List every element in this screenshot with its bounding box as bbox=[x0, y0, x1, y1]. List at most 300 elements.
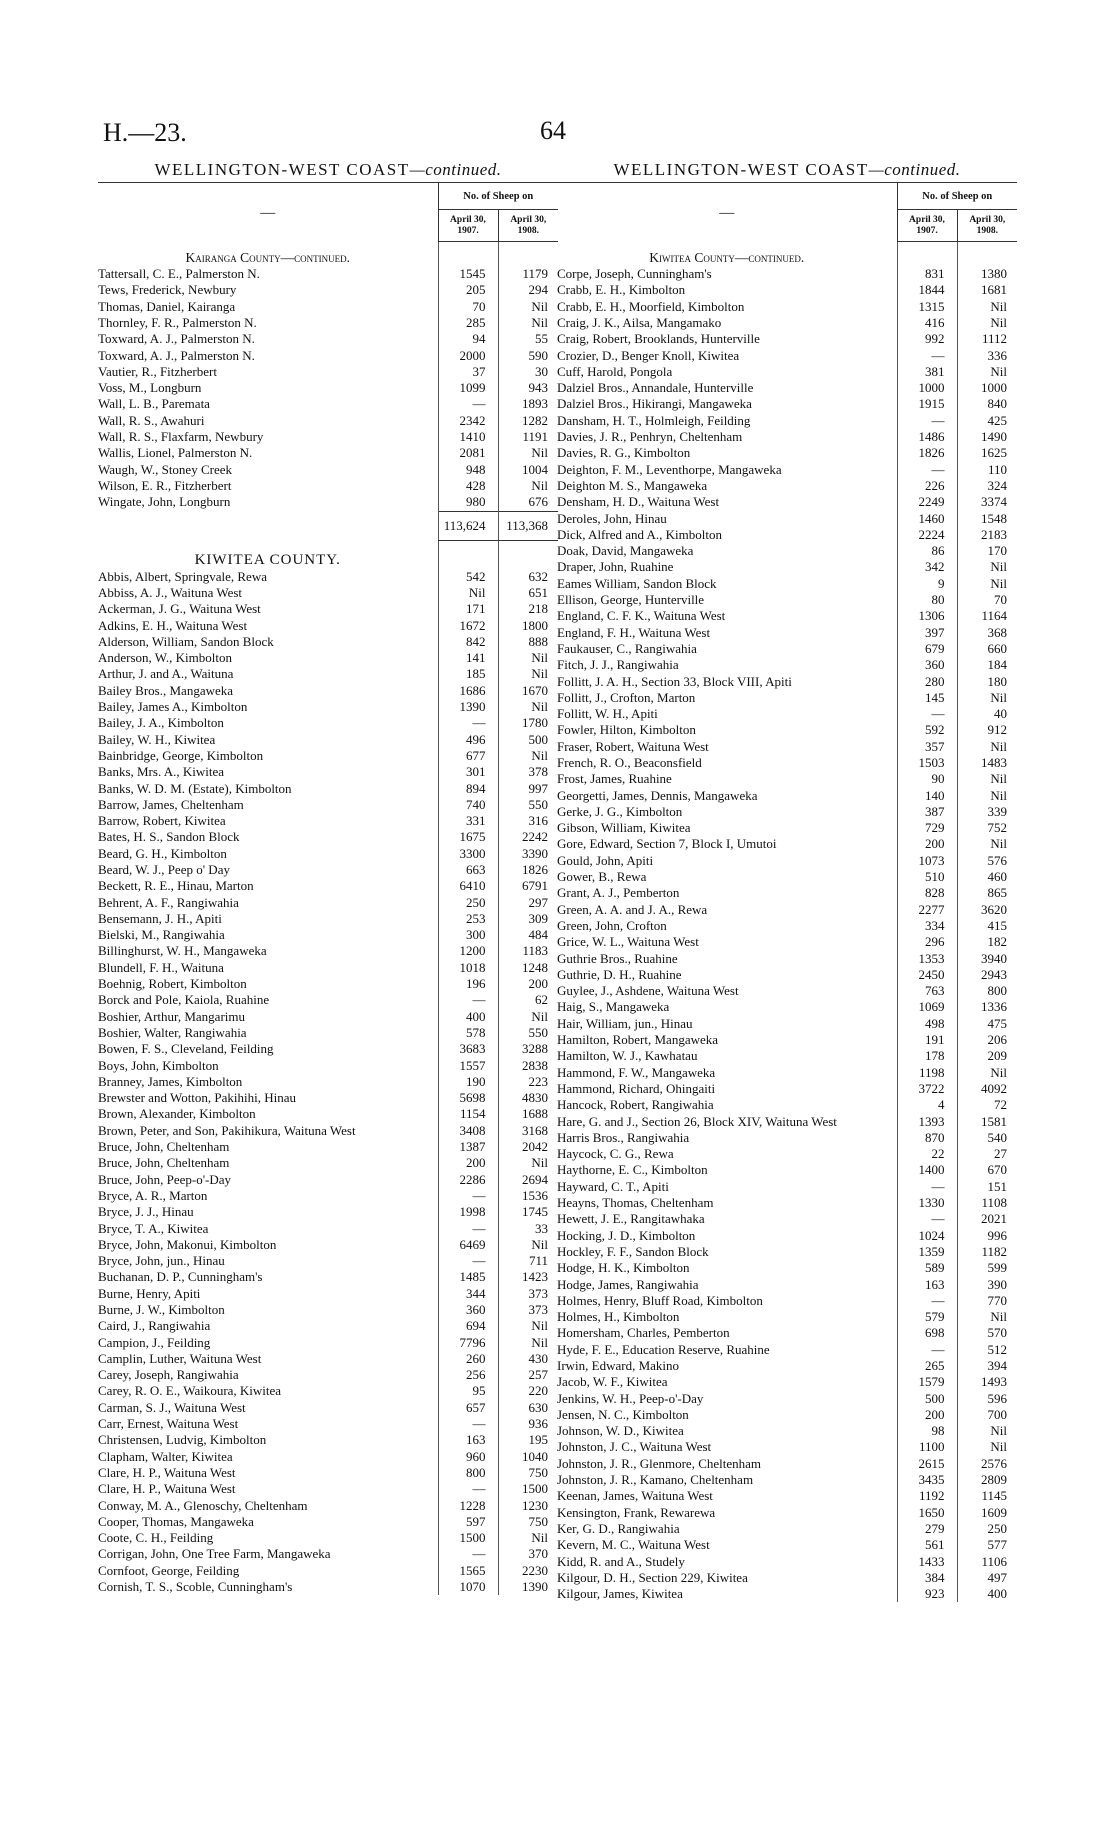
section-heading: Kairanga County—continued. bbox=[185, 249, 350, 265]
sheep-1907: 185 bbox=[438, 666, 498, 682]
owner-name bbox=[557, 494, 897, 510]
sheep-1908: 2021 bbox=[957, 1211, 1017, 1227]
table-row bbox=[557, 918, 1017, 934]
sheep-1907: 145 bbox=[897, 690, 957, 706]
sheep-1908: 70 bbox=[957, 592, 1017, 608]
owner-name-text: Clapham, Walter, Kiwitea bbox=[98, 1448, 233, 1464]
sheep-1907: — bbox=[897, 1179, 957, 1195]
table-row bbox=[557, 706, 1017, 722]
table-row bbox=[98, 634, 558, 650]
owner-name bbox=[98, 1481, 438, 1497]
sheep-1907: 740 bbox=[438, 797, 498, 813]
table-row bbox=[98, 1221, 558, 1237]
owner-name bbox=[557, 527, 897, 543]
sheep-1907: 1387 bbox=[438, 1139, 498, 1155]
sheep-1908: 1581 bbox=[957, 1114, 1017, 1130]
table-row bbox=[98, 1269, 558, 1285]
sheep-1908: 660 bbox=[957, 641, 1017, 657]
table-row bbox=[98, 1449, 558, 1465]
table-row bbox=[98, 1188, 558, 1204]
sheep-1907: 3683 bbox=[438, 1041, 498, 1057]
sheep-1907: 831 bbox=[897, 266, 957, 282]
table-row bbox=[98, 413, 558, 429]
owner-name bbox=[557, 951, 897, 967]
sheep-1908: 1745 bbox=[498, 1204, 558, 1220]
table-row bbox=[98, 683, 558, 699]
sheep-1908: 110 bbox=[957, 462, 1017, 478]
sheep-1908: 2943 bbox=[957, 967, 1017, 983]
owner-name bbox=[98, 1253, 438, 1269]
owner-name bbox=[98, 413, 438, 429]
sheep-1907: 657 bbox=[438, 1400, 498, 1416]
empty-cell bbox=[498, 242, 558, 266]
sheep-1907: 1460 bbox=[897, 511, 957, 527]
owner-name bbox=[557, 282, 897, 298]
sheep-1908: 373 bbox=[498, 1286, 558, 1302]
sheep-1907: 300 bbox=[438, 927, 498, 943]
table-row bbox=[557, 1488, 1017, 1504]
owner-name bbox=[557, 429, 897, 445]
sheep-1907: 1192 bbox=[897, 1488, 957, 1504]
table-row bbox=[557, 1195, 1017, 1211]
owner-name bbox=[98, 1579, 438, 1595]
section-heading-row bbox=[98, 540, 558, 568]
sheep-1908: 40 bbox=[957, 706, 1017, 722]
owner-name-text: Deighton, F. M., Leventhorpe, Mangaweka bbox=[557, 461, 782, 477]
owner-name-text: Crozier, D., Benger Knoll, Kiwitea bbox=[557, 347, 740, 363]
year-1908-header: April 30, 1908. bbox=[498, 210, 558, 242]
owner-name-text: Corpe, Joseph, Cunningham's bbox=[557, 266, 712, 282]
sheep-1908: 368 bbox=[957, 625, 1017, 641]
owner-name bbox=[557, 869, 897, 885]
table-row bbox=[98, 299, 558, 315]
owner-name-text: Crabb, E. H., Kimbolton bbox=[557, 282, 686, 298]
empty-cell bbox=[897, 242, 957, 266]
owner-name bbox=[98, 585, 438, 601]
table-row bbox=[98, 1432, 558, 1448]
owner-name bbox=[557, 266, 897, 282]
table-row bbox=[557, 608, 1017, 624]
owner-name-text: Grant, A. J., Pemberton bbox=[557, 885, 680, 901]
sheep-1908: 2183 bbox=[957, 527, 1017, 543]
owner-name-text: Toxward, A. J., Palmerston N. bbox=[98, 347, 255, 363]
table-row bbox=[98, 569, 558, 585]
sheep-1907: 1485 bbox=[438, 1269, 498, 1285]
sheep-1908: 632 bbox=[498, 569, 558, 585]
owner-name bbox=[98, 315, 438, 331]
owner-name-text: Camplin, Luther, Waituna West bbox=[98, 1350, 262, 1366]
owner-name bbox=[98, 1465, 438, 1481]
owner-name bbox=[557, 853, 897, 869]
sheep-1908: Nil bbox=[498, 1237, 558, 1253]
sheep-1908: 1500 bbox=[498, 1481, 558, 1497]
sheep-1908: 316 bbox=[498, 813, 558, 829]
sheep-1908: 324 bbox=[957, 478, 1017, 494]
owner-name bbox=[557, 641, 897, 657]
owner-name bbox=[557, 1195, 897, 1211]
owner-name-text: Bailey, J. A., Kimbolton bbox=[98, 715, 224, 731]
owner-name bbox=[557, 706, 897, 722]
sheep-1907: 6410 bbox=[438, 878, 498, 894]
sheep-1908: 378 bbox=[498, 764, 558, 780]
table-row bbox=[557, 315, 1017, 331]
owner-name-text: Adkins, E. H., Waituna West bbox=[98, 617, 248, 633]
sheep-1908: 570 bbox=[957, 1325, 1017, 1341]
owner-name bbox=[98, 478, 438, 494]
sheep-1907: 992 bbox=[897, 331, 957, 347]
owner-name-text: Wall, R. S., Awahuri bbox=[98, 412, 205, 428]
owner-name bbox=[98, 1058, 438, 1074]
sheep-1908: 484 bbox=[498, 927, 558, 943]
owner-name bbox=[557, 331, 897, 347]
sheep-1908: 4092 bbox=[957, 1081, 1017, 1097]
sheep-1907: 1018 bbox=[438, 960, 498, 976]
owner-name-text: Arthur, J. and A., Waituna bbox=[98, 666, 234, 682]
table-row bbox=[98, 1302, 558, 1318]
owner-name-text: Gould, John, Apiti bbox=[557, 852, 654, 868]
table-row bbox=[98, 1041, 558, 1057]
table-row bbox=[557, 592, 1017, 608]
table-row bbox=[557, 1456, 1017, 1472]
sheep-1907: 360 bbox=[438, 1302, 498, 1318]
sheep-1907: 1069 bbox=[897, 999, 957, 1015]
owner-name-text: Johnston, J. R., Glenmore, Cheltenham bbox=[557, 1455, 762, 1471]
sheep-1907: 694 bbox=[438, 1318, 498, 1334]
sheep-1908: Nil bbox=[957, 690, 1017, 706]
table-row bbox=[98, 1204, 558, 1220]
section-heading: Kiwitea County—continued. bbox=[649, 249, 805, 265]
owner-name-text: Kilgour, James, Kiwitea bbox=[557, 1586, 683, 1602]
sheep-1908: 33 bbox=[498, 1221, 558, 1237]
owner-name-text: Brown, Alexander, Kimbolton bbox=[98, 1106, 256, 1122]
owner-name-text: Hockley, F. F., Sandon Block bbox=[557, 1243, 709, 1259]
owner-name bbox=[557, 1065, 897, 1081]
table-row bbox=[98, 1025, 558, 1041]
table-row bbox=[557, 380, 1017, 396]
sheep-1908: 840 bbox=[957, 396, 1017, 412]
table-row bbox=[98, 445, 558, 461]
sheep-1907: — bbox=[438, 1188, 498, 1204]
sheep-1907: 196 bbox=[438, 976, 498, 992]
owner-name bbox=[98, 1432, 438, 1448]
owner-name-text: Alderson, William, Sandon Block bbox=[98, 633, 274, 649]
owner-name-text: Wall, R. S., Flaxfarm, Newbury bbox=[98, 429, 264, 445]
owner-name bbox=[557, 674, 897, 690]
owner-name-text: Densham, H. D., Waituna West bbox=[557, 494, 720, 510]
owner-name bbox=[557, 315, 897, 331]
sheep-1907: 80 bbox=[897, 592, 957, 608]
owner-name-text: Burne, Henry, Apiti bbox=[98, 1285, 201, 1301]
owner-name-text: Vautier, R., Fitzherbert bbox=[98, 363, 217, 379]
sheep-1908: 55 bbox=[498, 331, 558, 347]
table-row bbox=[557, 1146, 1017, 1162]
sheep-1907: 2286 bbox=[438, 1172, 498, 1188]
sheep-1908: 27 bbox=[957, 1146, 1017, 1162]
owner-name bbox=[557, 1016, 897, 1032]
table-row bbox=[98, 813, 558, 829]
owner-name bbox=[98, 1123, 438, 1139]
owner-name bbox=[98, 764, 438, 780]
table-row bbox=[98, 462, 558, 478]
table-row bbox=[98, 1498, 558, 1514]
sheep-1908: 750 bbox=[498, 1514, 558, 1530]
sheep-1907: 1393 bbox=[897, 1114, 957, 1130]
table-row bbox=[98, 1400, 558, 1416]
table-row bbox=[98, 1009, 558, 1025]
sheep-1907: 384 bbox=[897, 1570, 957, 1586]
table-row bbox=[98, 732, 558, 748]
sheep-1908: 3288 bbox=[498, 1041, 558, 1057]
owner-name-text: Harris Bros., Rangiwahia bbox=[557, 1129, 690, 1145]
sheep-1907: 1998 bbox=[438, 1204, 498, 1220]
sheep-1908: Nil bbox=[498, 1318, 558, 1334]
owner-name-text: Carman, S. J., Waituna West bbox=[98, 1399, 246, 1415]
owner-name bbox=[98, 1237, 438, 1253]
table-row bbox=[98, 1286, 558, 1302]
owner-name bbox=[557, 1048, 897, 1064]
owner-name-text: Guylee, J., Ashdene, Waituna West bbox=[557, 983, 739, 999]
sheep-1907: 2615 bbox=[897, 1456, 957, 1472]
sheep-1907: 3435 bbox=[897, 1472, 957, 1488]
sheep-1907: 2342 bbox=[438, 413, 498, 429]
table-row bbox=[98, 927, 558, 943]
owner-name-text: Barrow, James, Cheltenham bbox=[98, 796, 244, 812]
table-row bbox=[557, 299, 1017, 315]
sheep-1908: 888 bbox=[498, 634, 558, 650]
owner-name-text: Gower, B., Rewa bbox=[557, 869, 647, 885]
sheep-1908: Nil bbox=[498, 748, 558, 764]
sheep-1907: 334 bbox=[897, 918, 957, 934]
table-row bbox=[557, 1342, 1017, 1358]
sheep-1908: 1893 bbox=[498, 396, 558, 412]
sheep-1908: 1423 bbox=[498, 1269, 558, 1285]
owner-name-text: Bailey Bros., Mangaweka bbox=[98, 682, 234, 698]
owner-name-text: Homersham, Charles, Pemberton bbox=[557, 1325, 730, 1341]
table-row bbox=[98, 1106, 558, 1122]
owner-name-text: Fraser, Robert, Waituna West bbox=[557, 738, 709, 754]
sheep-1908: 1106 bbox=[957, 1554, 1017, 1570]
table-row bbox=[557, 1065, 1017, 1081]
owner-name bbox=[98, 445, 438, 461]
owner-name-text: Bensemann, J. H., Apiti bbox=[98, 910, 222, 926]
table-row bbox=[557, 1277, 1017, 1293]
table-row bbox=[98, 862, 558, 878]
sheep-1907: 923 bbox=[897, 1586, 957, 1602]
owner-name bbox=[98, 992, 438, 1008]
sheep-1908: 3390 bbox=[498, 846, 558, 862]
owner-name bbox=[98, 943, 438, 959]
owner-name bbox=[98, 380, 438, 396]
section-heading: KIWITEA COUNTY. bbox=[194, 552, 341, 569]
owner-name bbox=[98, 266, 438, 282]
owner-name bbox=[98, 715, 438, 731]
owner-name-text: Burne, J. W., Kimbolton bbox=[98, 1302, 225, 1317]
table-row bbox=[557, 1114, 1017, 1130]
sheep-1907: 3300 bbox=[438, 846, 498, 862]
owner-name-text: Beckett, R. E., Hinau, Marton bbox=[98, 878, 254, 894]
sheep-1908: 1390 bbox=[498, 1579, 558, 1595]
table-row bbox=[557, 657, 1017, 673]
table-row bbox=[557, 1325, 1017, 1341]
owner-name bbox=[557, 1293, 897, 1309]
left-sheep-table bbox=[98, 182, 558, 1595]
sheep-1907: — bbox=[897, 1293, 957, 1309]
owner-name-text: Wall, L. B., Paremata bbox=[98, 396, 210, 412]
empty-cell bbox=[438, 242, 498, 266]
sheep-1908: 1336 bbox=[957, 999, 1017, 1015]
table-row bbox=[557, 869, 1017, 885]
owner-name bbox=[557, 413, 897, 429]
sheep-1908: 309 bbox=[498, 911, 558, 927]
sheep-1908: 1380 bbox=[957, 266, 1017, 282]
owner-name-text: Kensington, Frank, Rewarewa bbox=[557, 1504, 716, 1520]
owner-name-text: Abbiss, A. J., Waituna West bbox=[98, 584, 243, 600]
sheep-1908: 577 bbox=[957, 1537, 1017, 1553]
table-row bbox=[557, 674, 1017, 690]
empty-cell bbox=[498, 540, 558, 568]
sheep-1908: 415 bbox=[957, 918, 1017, 934]
sheep-1908: 1004 bbox=[498, 462, 558, 478]
sheep-1907: 496 bbox=[438, 732, 498, 748]
owner-name-text: Boehnig, Robert, Kimbolton bbox=[98, 976, 247, 992]
owner-name bbox=[557, 380, 897, 396]
table-row bbox=[98, 1563, 558, 1579]
sheep-1908: 550 bbox=[498, 797, 558, 813]
sheep-1907: 1826 bbox=[897, 445, 957, 461]
owner-name-text: Johnston, J. R., Kamano, Cheltenham bbox=[557, 1472, 754, 1488]
sheep-1907: 9 bbox=[897, 576, 957, 592]
owner-name bbox=[98, 1318, 438, 1334]
sheep-1907: 1400 bbox=[897, 1162, 957, 1178]
owner-name-text: Draper, John, Ruahine bbox=[557, 559, 674, 575]
sheep-1907: 1650 bbox=[897, 1505, 957, 1521]
sheep-1907: 1099 bbox=[438, 380, 498, 396]
table-row bbox=[98, 429, 558, 445]
sheep-1908: 4830 bbox=[498, 1090, 558, 1106]
owner-name-text: Johnston, J. C., Waituna West bbox=[557, 1439, 712, 1455]
sheep-1907: 1579 bbox=[897, 1374, 957, 1390]
owner-name bbox=[98, 462, 438, 478]
table-row bbox=[98, 650, 558, 666]
owner-name bbox=[98, 1041, 438, 1057]
owner-name-text: Borck and Pole, Kaiola, Ruahine bbox=[98, 992, 270, 1008]
owner-name-text: Carr, Ernest, Waituna West bbox=[98, 1416, 239, 1432]
sheep-1907: 200 bbox=[897, 1407, 957, 1423]
owner-name bbox=[98, 282, 438, 298]
table-row bbox=[98, 1090, 558, 1106]
sheep-1907: 1915 bbox=[897, 396, 957, 412]
owner-name-text: Georgetti, James, Dennis, Mangaweka bbox=[557, 787, 758, 803]
sheep-1908: 425 bbox=[957, 413, 1017, 429]
owner-name bbox=[98, 1416, 438, 1432]
sheep-1908: 297 bbox=[498, 895, 558, 911]
owner-name bbox=[98, 878, 438, 894]
sheep-1907: — bbox=[438, 1221, 498, 1237]
sheep-1907: 1353 bbox=[897, 951, 957, 967]
sheep-1908: Nil bbox=[957, 739, 1017, 755]
owner-name-text: Hodge, James, Rangiwahia bbox=[557, 1276, 699, 1292]
sheep-1908: 180 bbox=[957, 674, 1017, 690]
table-row bbox=[557, 1586, 1017, 1602]
table-row bbox=[557, 1309, 1017, 1325]
right-column bbox=[557, 160, 1017, 1602]
sheep-1908: 497 bbox=[957, 1570, 1017, 1586]
owner-name bbox=[557, 902, 897, 918]
sheep-1907: 86 bbox=[897, 543, 957, 559]
sheep-1907: 98 bbox=[897, 1423, 957, 1439]
table-row bbox=[557, 1179, 1017, 1195]
sheep-1908: Nil bbox=[498, 478, 558, 494]
owner-name-text: Cuff, Harold, Pongola bbox=[557, 363, 673, 379]
sheep-1908: Nil bbox=[498, 650, 558, 666]
sheep-1908: 1826 bbox=[498, 862, 558, 878]
total-1908: 113,368 bbox=[498, 511, 558, 540]
sheep-1907: 90 bbox=[897, 771, 957, 787]
sheep-1908: 170 bbox=[957, 543, 1017, 559]
sheep-1907: 205 bbox=[438, 282, 498, 298]
sheep-1907: 679 bbox=[897, 641, 957, 657]
sheep-1908: 576 bbox=[957, 853, 1017, 869]
owner-name-text: Banks, Mrs. A., Kiwitea bbox=[98, 764, 225, 780]
owner-name-text: Hyde, F. E., Education Reserve, Ruahine bbox=[557, 1341, 770, 1357]
owner-name bbox=[557, 1374, 897, 1390]
table-row bbox=[557, 885, 1017, 901]
sheep-1908: 430 bbox=[498, 1351, 558, 1367]
owner-name-text: Eames William, Sandon Block bbox=[557, 575, 717, 591]
owner-name-text: Follitt, W. H., Apiti bbox=[557, 706, 658, 722]
owner-name-text: Kilgour, D. H., Section 229, Kiwitea bbox=[557, 1569, 748, 1585]
table-row bbox=[557, 1554, 1017, 1570]
owner-name-text: Haythorne, E. C., Kimbolton bbox=[557, 1162, 708, 1178]
sheep-1908: Nil bbox=[957, 576, 1017, 592]
owner-name-text: Boys, John, Kimbolton bbox=[98, 1057, 219, 1073]
table-row bbox=[98, 1367, 558, 1383]
sheep-1908: 1182 bbox=[957, 1244, 1017, 1260]
sheep-1908: Nil bbox=[498, 1009, 558, 1025]
sheep-1907: 1228 bbox=[438, 1498, 498, 1514]
sheep-1907: 500 bbox=[897, 1391, 957, 1407]
sheep-1907: — bbox=[438, 1481, 498, 1497]
sheep-1908: Nil bbox=[498, 299, 558, 315]
sheep-1907: — bbox=[897, 1211, 957, 1227]
sheep-1908: 770 bbox=[957, 1293, 1017, 1309]
sheep-1908: 711 bbox=[498, 1253, 558, 1269]
sheep-1907: 1100 bbox=[897, 1439, 957, 1455]
sheep-1907: 342 bbox=[897, 559, 957, 575]
table-row bbox=[98, 1481, 558, 1497]
owner-name bbox=[98, 960, 438, 976]
sheep-1908: 394 bbox=[957, 1358, 1017, 1374]
table-row bbox=[98, 797, 558, 813]
table-row bbox=[98, 1351, 558, 1367]
owner-name bbox=[98, 364, 438, 380]
table-row bbox=[557, 1505, 1017, 1521]
sheep-1908: 1688 bbox=[498, 1106, 558, 1122]
sheep-1907: 163 bbox=[897, 1277, 957, 1293]
owner-name-text: Thornley, F. R., Palmerston N. bbox=[98, 314, 257, 330]
sheep-1907: 894 bbox=[438, 781, 498, 797]
sheep-1908: Nil bbox=[498, 1335, 558, 1351]
sheep-1907: 2081 bbox=[438, 445, 498, 461]
sheep-1908: 2694 bbox=[498, 1172, 558, 1188]
table-row bbox=[557, 1032, 1017, 1048]
sheep-1907: 360 bbox=[897, 657, 957, 673]
sheep-1907: 1500 bbox=[438, 1530, 498, 1546]
sheep-1908: 1670 bbox=[498, 683, 558, 699]
sheep-1908: 6791 bbox=[498, 878, 558, 894]
sheep-1907: 842 bbox=[438, 634, 498, 650]
owner-name-text: Wingate, John, Longburn bbox=[98, 494, 231, 510]
